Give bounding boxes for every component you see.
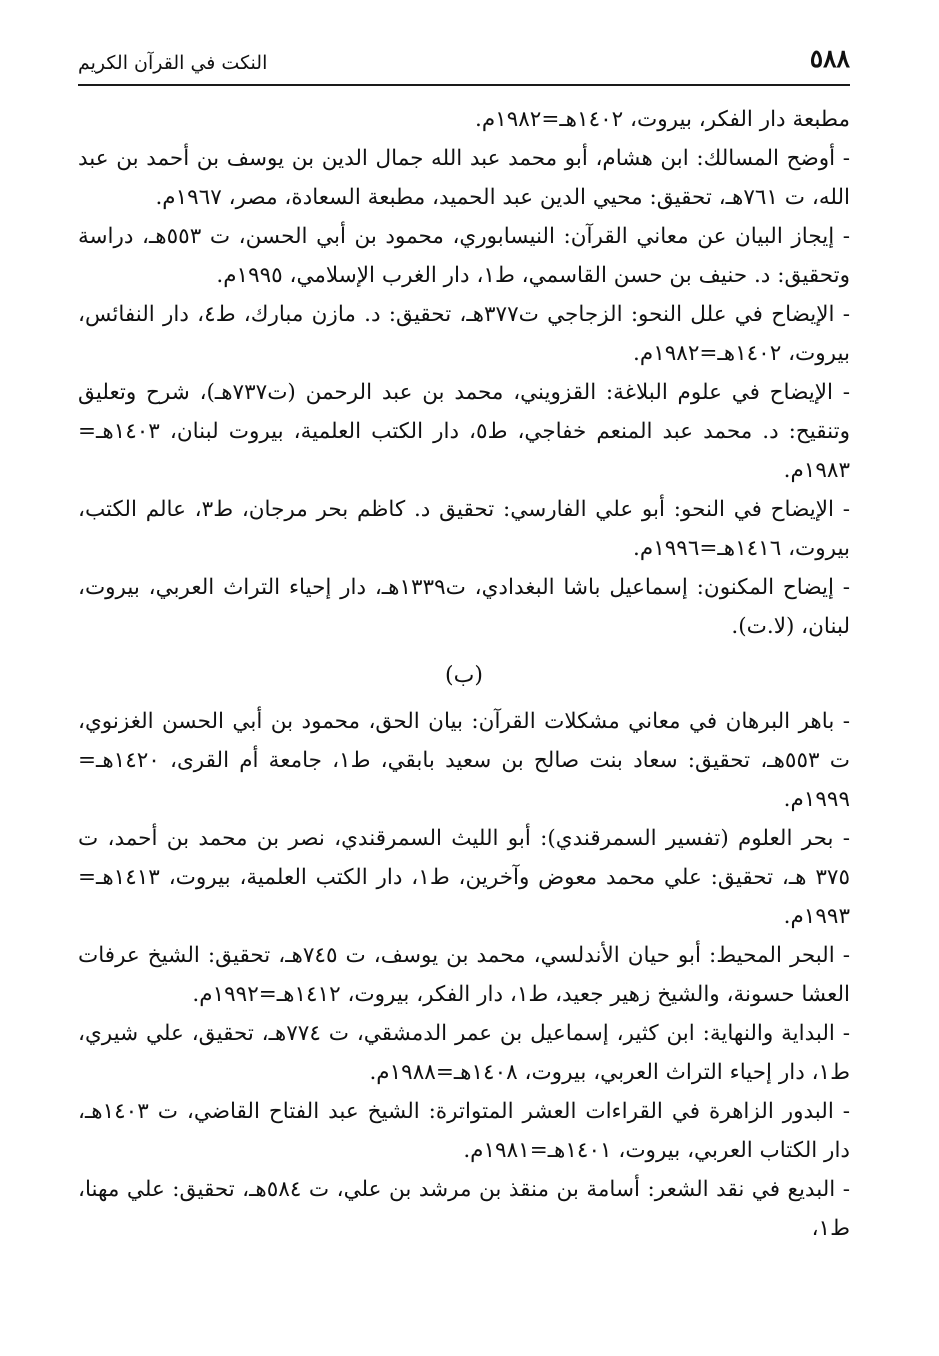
bibliography-entry: - إيجاز البيان عن معاني القرآن: النيسابوري، محمود بن أبي الحسن، ت ٥٥٣هـ، دراسة وتحقيق: د. حنيف بن حسن القاسمي، ط١، دار الغرب الإسلامي، ١٩٩٥م. (78, 224, 850, 288)
bibliography-entry: - البداية والنهاية: ابن كثير، إسماعيل بن عمر الدمشقي، ت ٧٧٤هـ، تحقيق، علي شيري، ط١، دار إحياء التراث العربي، بيروت، ١٤٠٨هـ=١٩٨٨م. (78, 1021, 850, 1085)
bibliography-entry: - الإيضاح في النحو: أبو علي الفارسي: تحقيق د. كاظم بحر مرجان، ط٣، عالم الكتب، بيروت، ١٤١٦هـ=١٩٩٦م. (78, 497, 850, 561)
page-number: ٥٨٨ (809, 44, 850, 73)
bibliography-entry: - أوضح المسالك: ابن هشام، أبو محمد عبد الله جمال الدين بن يوسف بن أحمد بن عبد الله، ت ٧٦١هـ، تحقيق: محيي الدين عبد الحميد، مطبعة السعادة، مصر، ١٩٦٧م. (78, 146, 850, 210)
bibliography-entry: - باهر البرهان في معاني مشكلات القرآن: بيان الحق، محمود بن أبي الحسن الغزنوي، ت ٥٥٣هـ، تحقيق: سعاد بنت صالح بن سعيد بابقي، ط١، جامعة أم القرى، ١٤٢٠هـ= ١٩٩٩م. (78, 709, 850, 812)
running-header (78, 40, 850, 86)
section-heading: (ب) (445, 663, 483, 688)
bibliography-entry: - الإيضاح في علل النحو: الزجاجي ت٣٧٧هـ، تحقيق: د. مازن مبارك، ط٤، دار النفائس، بيروت، ١٤٠٢هـ=١٩٨٢م. (78, 302, 850, 366)
bibliography-entry: - الإيضاح في علوم البلاغة: القزويني، محمد بن عبد الرحمن (ت٧٣٧هـ)، شرح وتعليق وتنقيح: د. محمد عبد المنعم خفاجي، ط٥، دار الكتب العلمية، بيروت لبنان، ١٤٠٣هـ= ١٩٨٣م. (78, 380, 850, 483)
bibliography-entry: - البحر المحيط: أبو حيان الأندلسي، محمد بن يوسف، ت ٧٤٥هـ، تحقيق: الشيخ عرفات العشا حسونة، والشيخ زهير جعيد، ط١، دار الفكر، بيروت، ١٤١٢هـ=١٩٩٢م. (78, 943, 850, 1007)
bibliography-entry: - البدور الزاهرة في القراءات العشر المتواترة: الشيخ عبد الفتاح القاضي، ت ١٤٠٣هـ، دار الكتاب العربي، بيروت، ١٤٠١هـ=١٩٨١م. (78, 1099, 850, 1163)
running-title: النكت في القرآن الكريم (78, 52, 268, 74)
bibliography-entry: مطبعة دار الفكر، بيروت، ١٤٠٢هـ=١٩٨٢م. (475, 107, 850, 132)
bibliography-list (78, 100, 850, 1248)
bibliography-entry: - بحر العلوم (تفسير السمرقندي): أبو الليث السمرقندي، نصر بن محمد بن أحمد، ت ٣٧٥ هـ، تحقيق: علي محمد معوض وآخرين، ط١، دار الكتب العلمية، بيروت، ١٤١٣هـ= ١٩٩٣م. (78, 826, 850, 929)
bibliography-entry: - إيضاح المكنون: إسماعيل باشا البغدادي، ت١٣٣٩هـ، دار إحياء التراث العربي، بيروت، لبنان، (لا.ت). (78, 575, 850, 639)
bibliography-entry: - البديع في نقد الشعر: أسامة بن منقذ بن مرشد بن علي، ت ٥٨٤هـ، تحقيق: علي مهنا، ط١، (78, 1177, 851, 1241)
document-page (78, 40, 850, 1280)
